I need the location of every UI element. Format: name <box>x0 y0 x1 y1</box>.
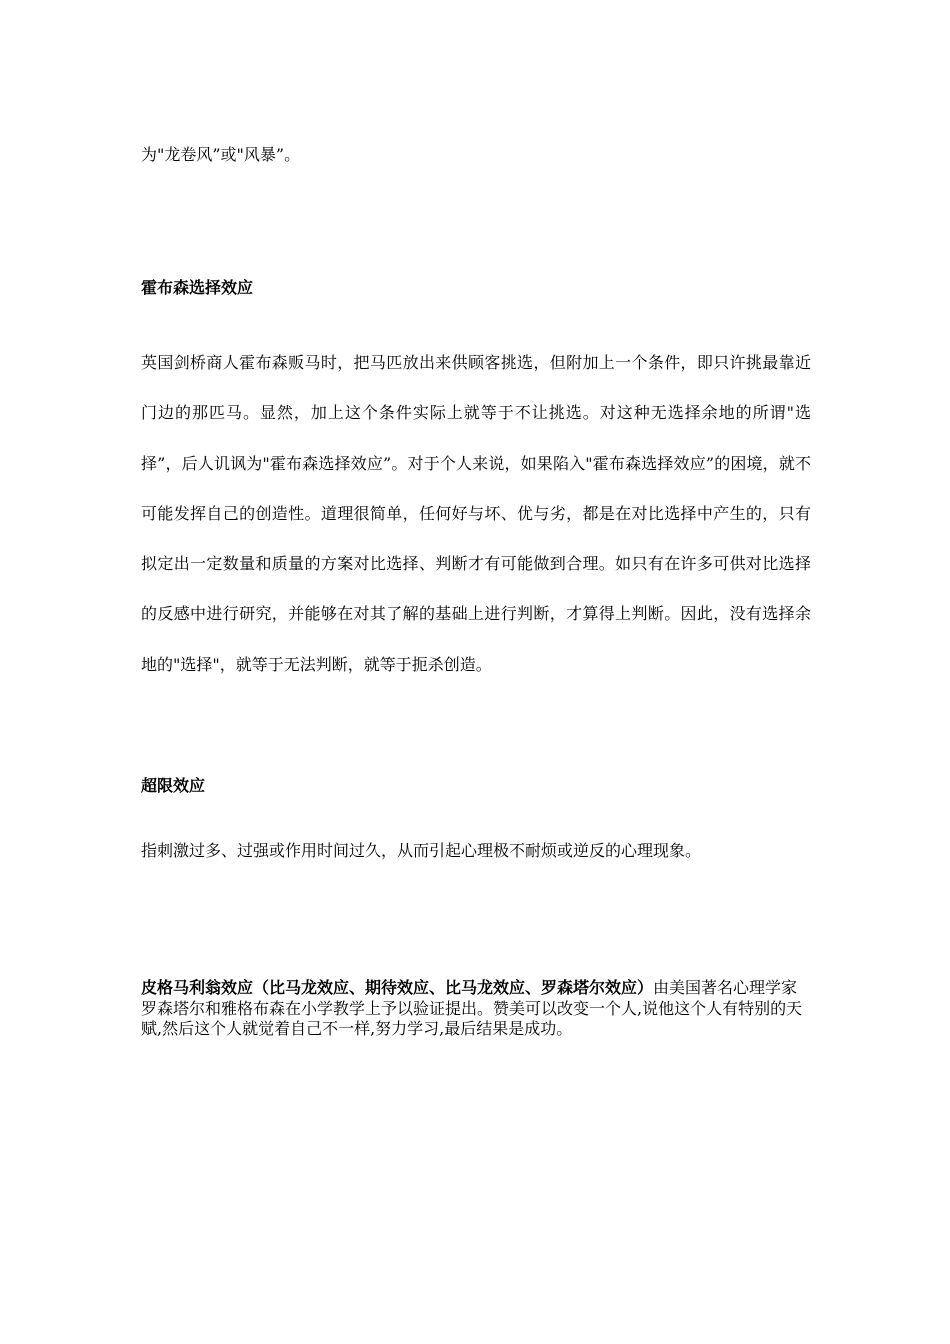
section-body-pygmalion-effect: 由美国著名心理学家罗森塔尔和雅格布森在小学教学上予以验证提出。赞美可以改变一个人,说他这个人有特别的天赋,然后这个人就觉着自己不一样,努力学习,最后结果是成功。 <box>141 978 803 1038</box>
section-heading-hobson-choice: 霍布森选择效应 <box>141 278 254 297</box>
section-body-overlimit-effect: 指刺激过多、过强或作用时间过久，从而引起心理极不耐烦或逆反的心理现象。 <box>141 841 702 860</box>
section-heading-pygmalion-effect: 皮格马利翁效应（比马龙效应、期待效应、比马龙效应、罗森塔尔效应） <box>141 978 654 997</box>
continued-text-fragment: 为"龙卷风”或"风暴”。 <box>141 145 301 164</box>
section-body-hobson-choice: 英国剑桥商人霍布森贩马时，把马匹放出来供顾客挑选，但附加上一个条件，即只许挑最靠近门边的那匹马。显然，加上这个条件实际上就等于不让挑选。对这种无选择余地的所谓"选择”，后人讥讽为"霍布森选择效应”。对于个人来说，如果陷入"霍布森选择效应”的困境，就不可能发挥自己的创造性。道理很简单，任何好与坏、优与劣，都是在对比选择中产生的，只有拟定出一定数量和质量的方案对比选择、判断才有可能做到合理。如只有在许多可供对比选择的反感中进行研究，并能够在对其了解的基础上进行判断，才算得上判断。因此，没有选择余地的"选择"，就等于无法判断，就等于扼杀创造。 <box>141 353 811 674</box>
section-heading-overlimit-effect: 超限效应 <box>141 776 206 795</box>
section-pygmalion-effect <box>141 978 811 1040</box>
